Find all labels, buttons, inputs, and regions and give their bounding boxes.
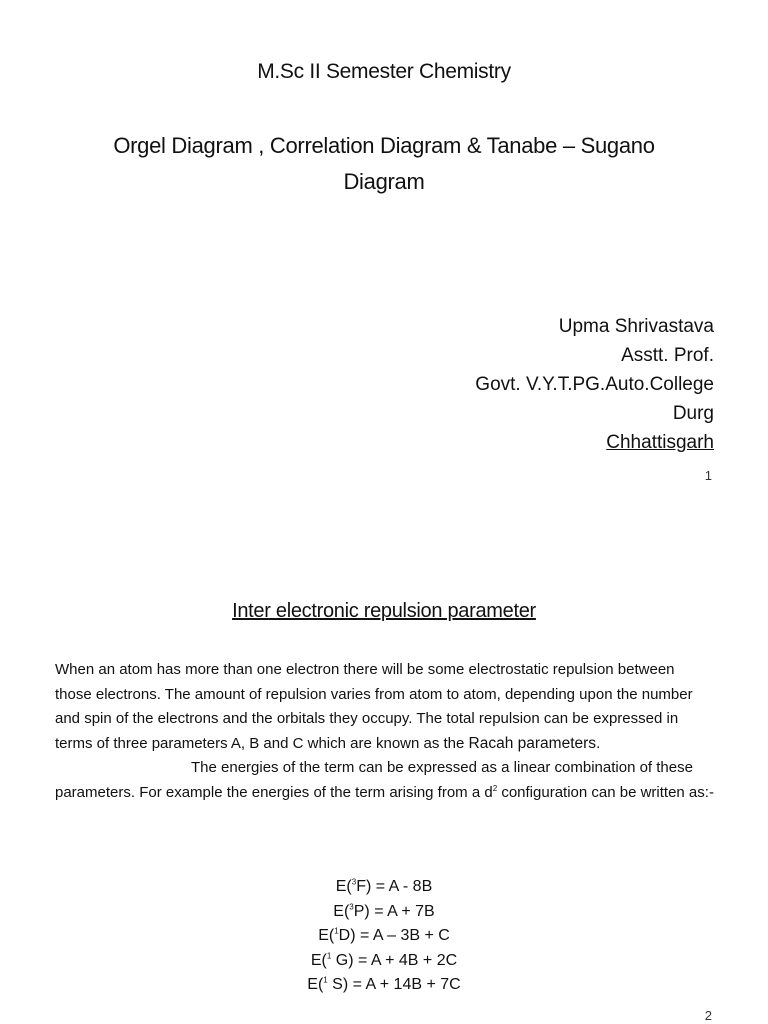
- para-text-2: .: [596, 734, 601, 752]
- equation: [0, 949, 768, 974]
- para2-text-2: configuration can be written as:-: [497, 783, 714, 801]
- term-energy-equations: [0, 875, 768, 998]
- equation-prefix: E(: [335, 878, 352, 895]
- author-state: Chhattisgarh: [606, 432, 714, 453]
- equation-prefix: E(: [318, 927, 335, 944]
- section-heading: Inter electronic repulsion parameter: [232, 600, 536, 622]
- author-name: Upma Shrivastava: [558, 316, 714, 337]
- equation-body: G) = A + 4B + 2C: [331, 951, 458, 969]
- config-superscript: 2: [492, 783, 498, 793]
- page-number-1: 1: [704, 468, 712, 483]
- equation: [0, 973, 768, 998]
- equation-body: P) = A + 7B: [353, 902, 435, 920]
- equation: [0, 900, 768, 925]
- equation-prefix: E(: [333, 902, 350, 920]
- author-block: [475, 312, 714, 457]
- equation-body: F) = A - 8B: [356, 878, 433, 895]
- equation-prefix: E(: [307, 976, 324, 993]
- para2-text-1: The energies of the term can be expressed as a linear combination of these parameters. For example the energies of the term arising from a d: [55, 759, 693, 801]
- racah-term: Racah parameters: [468, 734, 597, 752]
- document-title: [40, 128, 728, 200]
- spin-multiplicity: 3: [349, 902, 354, 912]
- spin-multiplicity: 3: [351, 877, 357, 887]
- author-institution: Govt. V.Y.T.PG.Auto.College: [475, 374, 714, 395]
- para-text-1: When an atom has more than one electron there will be some electrostatic repulsion between those electrons. The amount of repulsion varies from atom to atom, depending upon the number and spin of the electrons and the orbitals they occupy. The total repulsion can be expressed in terms of three parameters A, B and C which are known as the: [55, 661, 693, 752]
- equation-body: D) = A – 3B + C: [338, 927, 450, 944]
- body-paragraph: [55, 658, 715, 805]
- equation-prefix: E(: [310, 951, 327, 969]
- document-title-line-2: Diagram: [343, 169, 425, 194]
- spin-multiplicity: 1: [323, 975, 328, 985]
- page-number-2: 2: [704, 1008, 712, 1023]
- author-position: Asstt. Prof.: [621, 345, 714, 366]
- spin-multiplicity: 1: [334, 926, 339, 936]
- spin-multiplicity: 1: [326, 951, 332, 961]
- course-title: M.Sc II Semester Chemistry: [257, 60, 511, 83]
- author-city: Durg: [672, 403, 714, 424]
- equation: [0, 875, 768, 900]
- equation: [0, 924, 768, 949]
- document-title-line-1: Orgel Diagram , Correlation Diagram & Tanabe – Sugano: [113, 133, 655, 158]
- equation-body: S) = A + 14B + 7C: [327, 976, 461, 993]
